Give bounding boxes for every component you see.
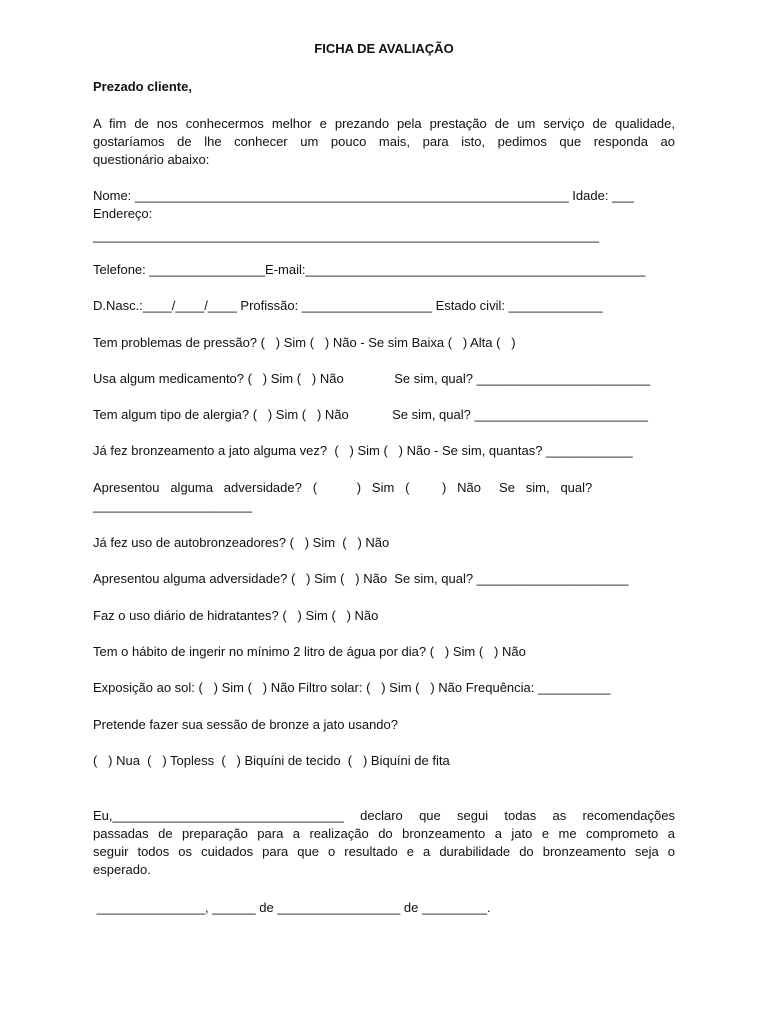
question-self-tanners[interactable]: Já fez uso de autobronzeadores? ( ) Sim ( ) Não	[93, 535, 390, 550]
question-adversity-line-2[interactable]: ______________________	[93, 498, 253, 513]
intro-line-2: gostaríamos de lhe conhecer um pouco mais, para isto, pedimos que responda ao	[93, 134, 675, 149]
declaration-line-2: passadas de preparação para a realização do bronzeamento a jato e me comprometo a	[93, 826, 675, 841]
declaration-line-1[interactable]: Eu,________________________________ declaro que segui todas as recomendações	[93, 808, 675, 823]
intro-line-3: questionário abaixo:	[93, 152, 210, 167]
address-label: Endereço:	[93, 206, 153, 221]
session-attire-options[interactable]: ( ) Nua ( ) Topless ( ) Biquíni de tecido ( ) Biquíni de fita	[93, 753, 450, 768]
question-blood-pressure[interactable]: Tem problemas de pressão? ( ) Sim ( ) Não - Se sim Baixa ( ) Alta ( )	[93, 335, 516, 350]
form-title: FICHA DE AVALIAÇÃO	[314, 41, 454, 56]
form-page	[93, 0, 675, 1024]
question-adversity-line-1[interactable]: Apresentou alguma adversidade? ( ) Sim ( ) Não Se sim, qual?	[93, 480, 593, 495]
question-water-intake[interactable]: Tem o hábito de ingerir no mínimo 2 litro de água por dia? ( ) Sim ( ) Não	[93, 644, 526, 659]
address-field[interactable]: ______________________________________________________________________	[93, 228, 600, 243]
date-place-field[interactable]: _______________, ______ de _________________ de _________.	[93, 900, 491, 915]
phone-email-field[interactable]: Telefone: ________________E-mail:_______________________________________________	[93, 262, 646, 277]
question-session-attire: Pretende fazer sua sessão de bronze a jato usando?	[93, 717, 398, 732]
intro-line-1: A fim de nos conhecermos melhor e prezando pela prestação de um serviço de qualidade,	[93, 116, 675, 131]
question-allergy[interactable]: Tem algum tipo de alergia? ( ) Sim ( ) Não Se sim, qual? ________________________	[93, 407, 648, 422]
name-age-field[interactable]: Nome: ____________________________________________________________ Idade: ___	[93, 188, 634, 203]
question-moisturizers[interactable]: Faz o uso diário de hidratantes? ( ) Sim ( ) Não	[93, 608, 379, 623]
declaration-line-3: seguir todos os cuidados para que o resultado e a durabilidade do bronzeamento seja o	[93, 844, 675, 859]
declaration-line-4: esperado.	[93, 862, 151, 877]
birth-profession-status-field[interactable]: D.Nasc.:____/____/____ Profissão: __________________ Estado civil: _____________	[93, 298, 603, 313]
question-sun-exposure[interactable]: Exposição ao sol: ( ) Sim ( ) Não Filtro solar: ( ) Sim ( ) Não Frequência: __________	[93, 680, 611, 695]
question-self-tanner-adversity[interactable]: Apresentou alguma adversidade? ( ) Sim ( ) Não Se sim, qual? _____________________	[93, 571, 629, 586]
greeting: Prezado cliente,	[93, 79, 192, 94]
question-medication[interactable]: Usa algum medicamento? ( ) Sim ( ) Não Se sim, qual? ________________________	[93, 371, 651, 386]
question-previous-tanning[interactable]: Já fez bronzeamento a jato alguma vez? ( ) Sim ( ) Não - Se sim, quantas? ____________	[93, 443, 633, 458]
